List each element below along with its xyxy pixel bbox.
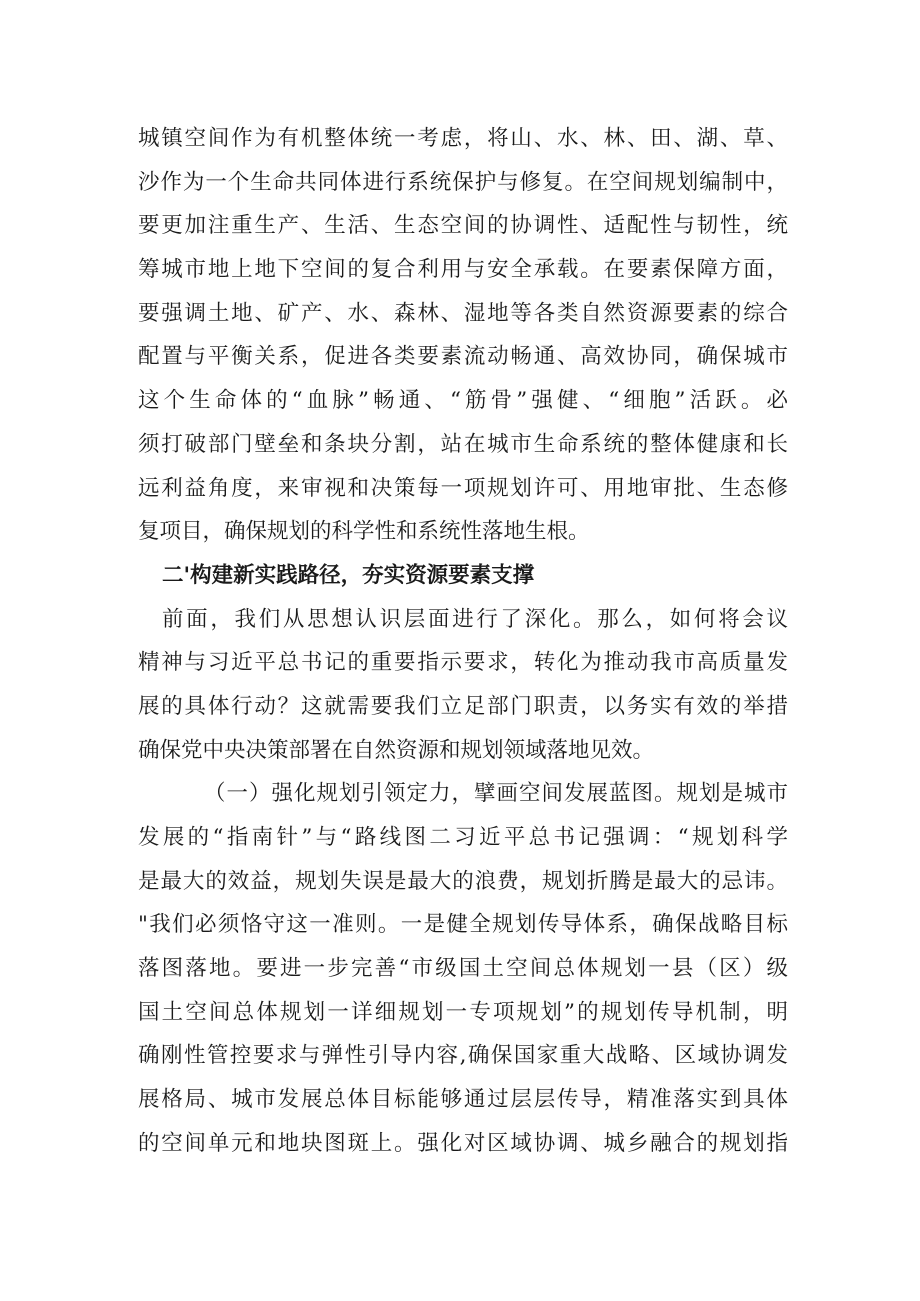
paragraph-line: 精神与习近平总书记的重要指示要求，转化为推动我市高质量发 bbox=[138, 650, 788, 676]
paragraph-line: 这个生命体的“血脉”畅通、“筋骨”强健、“细胞”活跃。必 bbox=[138, 388, 788, 414]
section-heading: 二'构建新实践路径，夯实资源要素支撑 bbox=[162, 562, 535, 588]
body-text bbox=[138, 117, 788, 1166]
paragraph-line: 城镇空间作为有机整体统一考虑，将山、水、林、田、湖、草、 bbox=[138, 126, 788, 151]
paragraph-line: 配置与平衡关系，促进各类要素流动畅通、高效协同，确保城市 bbox=[138, 344, 788, 370]
paragraph-line: "我们必须恪守这一准则。一是健全规划传导体系，确保战略目标 bbox=[138, 912, 788, 938]
paragraph-line: 须打破部门壁垒和条块分割，站在城市生命系统的整体健康和长 bbox=[138, 431, 788, 457]
paragraph-line: 展的具体行动？这就需要我们立足部门职责，以务实有效的举措 bbox=[138, 693, 788, 719]
paragraph-line: 筹城市地上地下空间的复合利用与安全承载。在要素保障方面， bbox=[138, 257, 788, 283]
subsection-line: （一）强化规划引领定力，擘画空间发展蓝图。规划是城市 bbox=[204, 781, 788, 807]
paragraph-line: 发展的“指南针”与“路线图二习近平总书记强调：“规划科学 bbox=[138, 825, 788, 850]
paragraph-line: 展格局、城市发展总体目标能够通过层层传导，精准落实到具体 bbox=[138, 1087, 788, 1113]
paragraph-line: 要更加注重生产、生活、生态空间的协调性、适配性与韧性，统 bbox=[138, 213, 788, 239]
paragraph-line: 前面，我们从思想认识层面进行了深化。那么，如何将会议 bbox=[162, 606, 788, 632]
paragraph-line: 国土空间总体规划一详细规划一专项规划”的规划传导机制，明 bbox=[138, 999, 788, 1025]
paragraph-line: 确刚性管控要求与弹性引导内容,确保国家重大战略、区域协调发 bbox=[138, 1043, 788, 1069]
paragraph-line: 远利益角度，来审视和决策每一项规划许可、用地审批、生态修 bbox=[138, 475, 788, 501]
paragraph-line: 复项目，确保规划的科学性和系统性落地生根。 bbox=[138, 519, 590, 545]
paragraph-line: 是最大的效益，规划失误是最大的浪费，规划折腾是最大的忌讳。 bbox=[138, 868, 788, 894]
paragraph-line: 的空间单元和地块图斑上。强化对区域协调、城乡融合的规划指 bbox=[138, 1130, 788, 1156]
paragraph-line: 确保党中央决策部署在自然资源和规划领域落地见效。 bbox=[138, 737, 655, 763]
paragraph-line: 落图落地。要进一步完善“市级国土空间总体规划一县（区）级 bbox=[138, 956, 788, 982]
paragraph-line: 沙作为一个生命共同体进行系统保护与修复。在空间规划编制中， bbox=[138, 169, 788, 195]
paragraph-line: 要强调土地、矿产、水、森林、湿地等各类自然资源要素的综合 bbox=[138, 300, 788, 326]
